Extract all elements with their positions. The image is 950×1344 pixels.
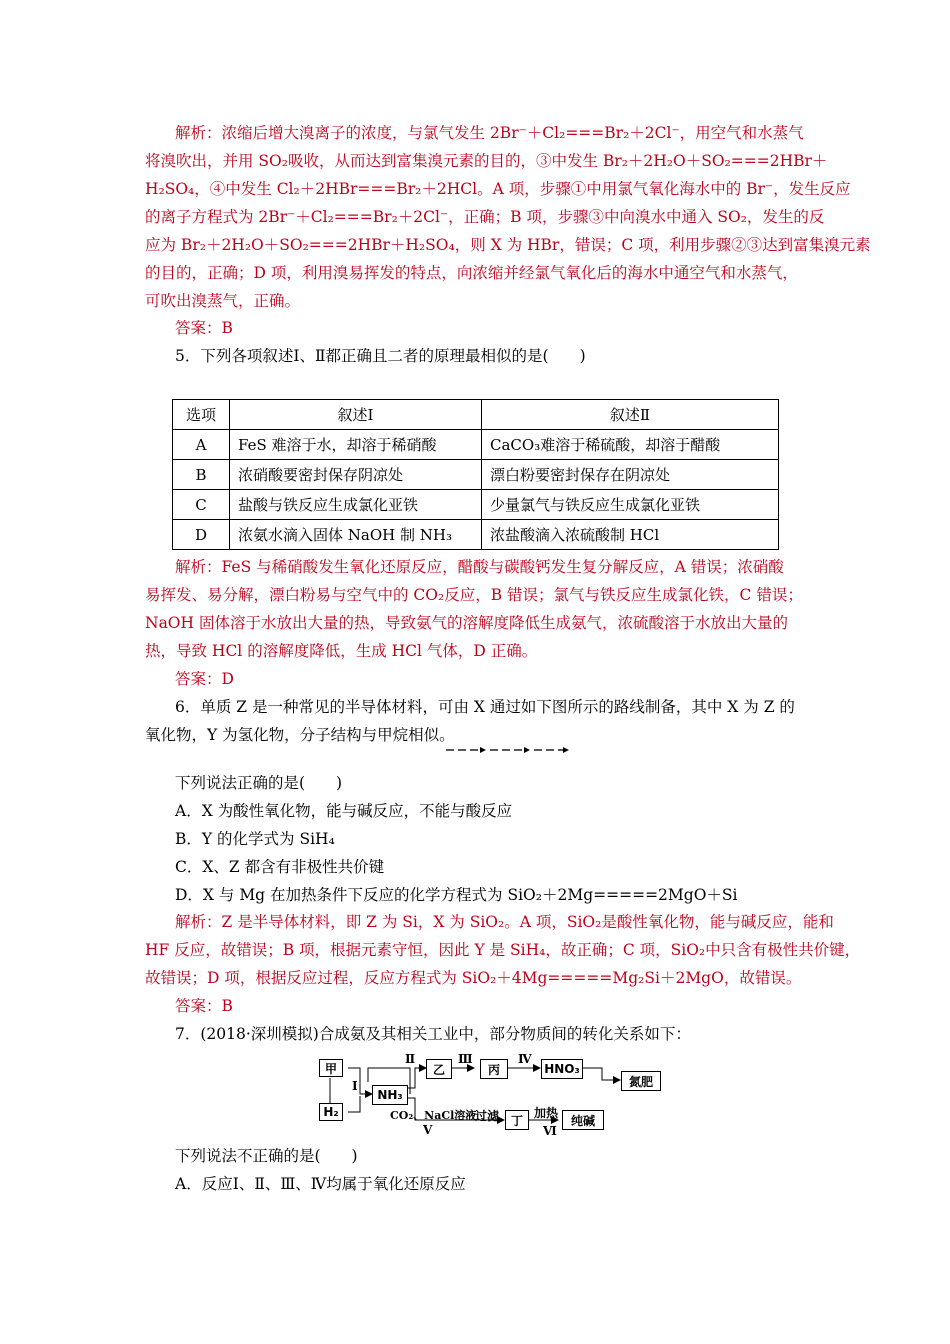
table-cell: 漂白粉要密封保存在阴凉处: [482, 460, 779, 490]
q5-analysis-line-4: 热，导致 HCl 的溶解度降低，生成 HCl 气体，D 正确。: [145, 642, 538, 660]
table-cell: CaCO₃难溶于稀硫酸，却溶于醋酸: [482, 430, 779, 460]
q5-answer: 答案：D: [175, 670, 234, 688]
table-row: [173, 430, 779, 460]
box-soda-ash: 纯碱: [562, 1110, 604, 1130]
label-reaction-4: Ⅳ: [518, 1052, 532, 1066]
q4-analysis-line-5: 应为 Br₂＋2H₂O＋SO₂===2HBr＋H₂SO₄，则 X 为 HBr，错误；C 项，利用步骤②③达到富集溴元素: [145, 236, 871, 254]
q6-analysis-line-2: HF 反应，故错误；B 项，根据元素守恒，因此 Y 是 SiH₄，故正确；C 项，SiO₂中只含有极性共价键，: [145, 941, 861, 959]
q6-stem-line-2: 氧化物，Y 为氢化物，分子结构与甲烷相似。: [145, 726, 455, 744]
q6-option-c: C．X、Z 都含有非极性共价键: [175, 858, 385, 876]
label-reaction-1: Ⅰ: [352, 1079, 358, 1093]
q4-analysis-line-6: 的目的，正确；D 项，利用溴易挥发的特点，向浓缩并经氯气氧化后的海水中通空气和水蒸气，: [145, 264, 798, 282]
q5-analysis-line-1: 解析：FeS 与稀硝酸发生氧化还原反应，醋酸与碳酸钙发生复分解反应，A 错误；浓硝酸: [175, 558, 784, 576]
q6-answer: 答案：B: [175, 997, 233, 1015]
q6-stem-line-1: 6．单质 Z 是一种常见的半导体材料，可由 X 通过如下图所示的路线制备，其中 X 为 Z 的: [175, 698, 795, 716]
table-row: [173, 490, 779, 520]
q7-stem: 7．(2018·深圳模拟)合成氨及其相关工业中，部分物质间的转化关系如下：: [175, 1025, 691, 1043]
label-co2-nacl: CO₂、NaCl溶液: [390, 1109, 477, 1122]
q4-analysis-line-7: 可吹出溴蒸气，正确。: [145, 292, 301, 310]
box-ding: 丁: [505, 1110, 529, 1130]
q6-analysis-line-3: 故错误；D 项，根据反应过程，反应方程式为 SiO₂＋4Mg=====Mg₂Si＋2MgO，故错误。: [145, 969, 802, 987]
table-cell: A: [173, 430, 230, 460]
label-reaction-2: Ⅱ: [405, 1052, 416, 1066]
label-heat: 加热: [534, 1106, 559, 1120]
q6-analysis-line-1: 解析：Z 是半导体材料，即 Z 为 Si，X 为 SiO₂。A 项，SiO₂是酸性氧化物，能与碱反应，能和: [175, 913, 834, 931]
box-yi: 乙: [426, 1059, 452, 1079]
q4-answer: 答案：B: [175, 319, 233, 337]
table-cell: 浓盐酸滴入浓硫酸制 HCl: [482, 520, 779, 550]
table-cell: D: [173, 520, 230, 550]
q5-options-table: [172, 399, 779, 550]
q6-route-arrows: [444, 743, 570, 757]
q5-analysis-line-3: NaOH 固体溶于水放出大量的热，导致氨气的溶解度降低生成氨气，浓硫酸溶于水放出大量的: [145, 614, 788, 632]
label-reaction-5: Ⅴ: [423, 1123, 433, 1137]
table-cell: 浓氨水滴入固体 NaOH 制 NH₃: [230, 520, 482, 550]
table-cell: FeS 难溶于水，却溶于稀硝酸: [230, 430, 482, 460]
q7-question: 下列说法不正确的是( ): [175, 1147, 358, 1165]
q4-analysis-line-4: 的离子方程式为 2Br⁻＋Cl₂===Br₂＋2Cl⁻，正确；B 项，步骤③中向溴水中通入 SO₂，发生的反: [145, 208, 825, 226]
table-header-row: [173, 400, 779, 430]
table-cell: C: [173, 490, 230, 520]
box-jia: 甲: [319, 1059, 343, 1077]
box-bing: 丙: [480, 1059, 508, 1079]
box-fertilizer: 氮肥: [621, 1071, 661, 1091]
q6-option-a: A．X 为酸性氧化物，能与碱反应，不能与酸反应: [175, 802, 513, 820]
table-header-cell: 选项: [173, 400, 230, 430]
label-filter: 过滤: [475, 1109, 500, 1123]
q7-option-a: A．反应Ⅰ、Ⅱ、Ⅲ、Ⅳ均属于氧化还原反应: [175, 1175, 466, 1193]
table-row: [173, 520, 779, 550]
box-nh3: NH₃: [372, 1085, 408, 1105]
table-cell: 盐酸与铁反应生成氯化亚铁: [230, 490, 482, 520]
q5-analysis-line-2: 易挥发、易分解，漂白粉易与空气中的 CO₂反应，B 错误；氯气与铁反应生成氯化铁，C 错误；: [145, 586, 803, 604]
box-h2: H₂: [319, 1103, 343, 1121]
table-cell: 浓硝酸要密封保存阴凉处: [230, 460, 482, 490]
q6-question: 下列说法正确的是( ): [175, 774, 343, 792]
label-reaction-6: Ⅵ: [543, 1124, 557, 1138]
label-reaction-3: Ⅲ: [458, 1052, 473, 1066]
q5-stem: 5．下列各项叙述Ⅰ、Ⅱ都正确且二者的原理最相似的是( ): [175, 347, 586, 365]
q4-analysis-line-3: H₂SO₄，④中发生 Cl₂＋2HBr===Br₂＋2HCl。A 项，步骤①中用氯气氧化海水中的 Br⁻，发生反应: [145, 180, 851, 198]
q4-analysis-label: 解析：: [175, 124, 222, 142]
table-row: [173, 460, 779, 490]
q4-analysis-line-1: 解析：浓缩后增大溴离子的浓度，与氯气发生 2Br⁻＋Cl₂===Br₂＋2Cl⁻，用空气和水蒸气: [175, 124, 804, 142]
table-cell: B: [173, 460, 230, 490]
q4-analysis-line-2: 将溴吹出，并用 SO₂吸收，从而达到富集溴元素的目的，③中发生 Br₂＋2H₂O＋SO₂===2HBr＋: [145, 152, 828, 170]
table-cell: 少量氯气与铁反应生成氯化亚铁: [482, 490, 779, 520]
q6-option-b: B．Y 的化学式为 SiH₄: [175, 830, 335, 848]
table-header-cell: 叙述Ⅰ: [230, 400, 482, 430]
box-hno3: HNO₃: [541, 1059, 583, 1079]
q6-option-d: D．X 与 Mg 在加热条件下反应的化学方程式为 SiO₂＋2Mg=====2MgO＋Si: [175, 886, 738, 904]
table-header-cell: 叙述Ⅱ: [482, 400, 779, 430]
